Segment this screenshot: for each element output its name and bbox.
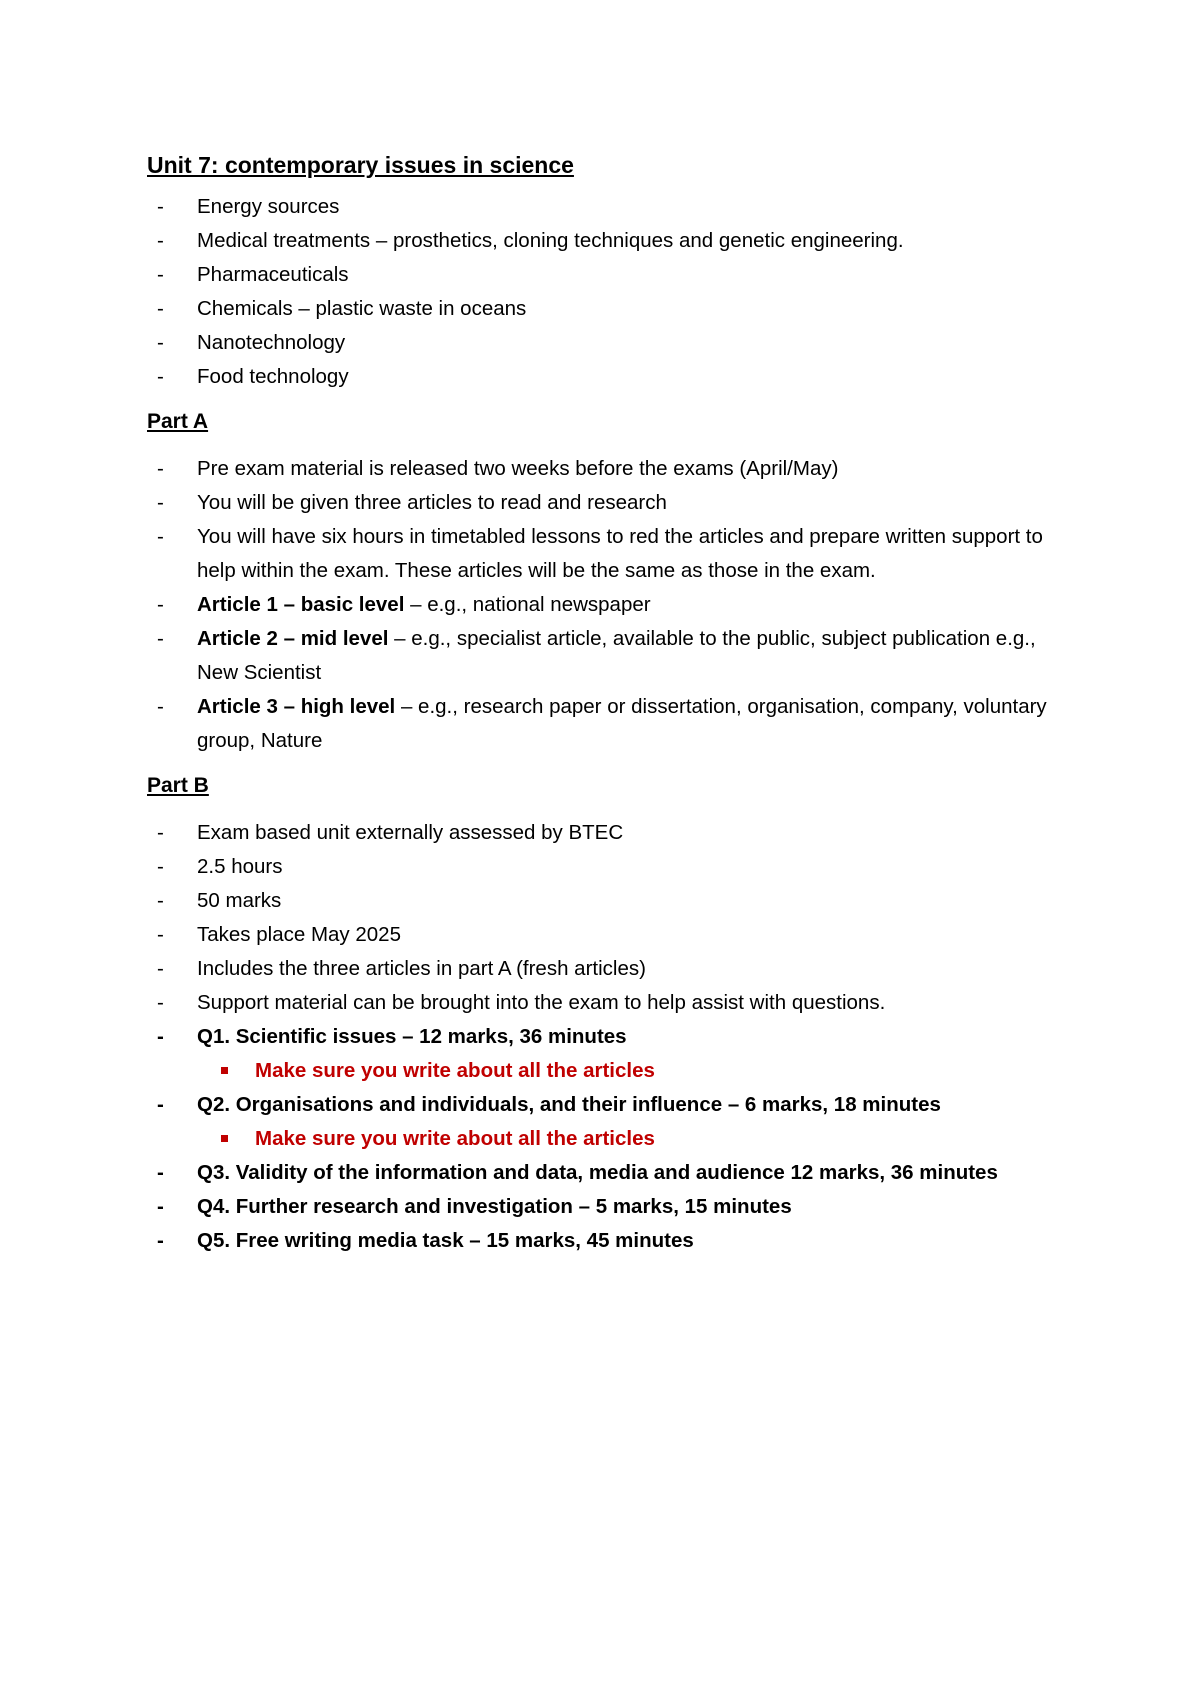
- dash-marker: -: [157, 457, 164, 480]
- list-item-text: Exam based unit externally assessed by BTEC: [197, 821, 624, 844]
- question-item: [147, 1020, 1077, 1088]
- list-item: [147, 292, 1077, 326]
- square-bullet-icon: [221, 1135, 228, 1142]
- list-item-text: You will have six hours in timetabled lessons to red the articles and prepare written support to help within the exam. These articles will be the same as those in the exam.: [197, 525, 1043, 582]
- list-item: [147, 360, 1077, 394]
- dash-marker: -: [157, 365, 164, 388]
- list-item: [147, 918, 1077, 952]
- question-text: Q4. Further research and investigation – 5 marks, 15 minutes: [197, 1195, 792, 1218]
- list-item: [147, 986, 1077, 1020]
- dash-marker: -: [157, 491, 164, 514]
- list-item-text: You will be given three articles to read and research: [197, 491, 667, 514]
- dash-marker: -: [157, 627, 164, 650]
- dash-marker: -: [157, 525, 164, 548]
- article-item: [147, 588, 1077, 622]
- part-a-list: [147, 452, 1077, 758]
- document-content: [147, 150, 1077, 1258]
- question-item: [147, 1156, 1077, 1190]
- topics-list: [147, 190, 1077, 394]
- list-item: [147, 952, 1077, 986]
- question-text: Q1. Scientific issues – 12 marks, 36 minutes: [197, 1025, 627, 1048]
- list-item-text: 2.5 hours: [197, 855, 283, 878]
- list-item-text: Pharmaceuticals: [197, 263, 349, 286]
- dash-marker: -: [157, 889, 164, 912]
- dash-marker: -: [157, 1025, 164, 1048]
- list-item: [147, 816, 1077, 850]
- article-description: – e.g., national newspaper: [404, 593, 651, 616]
- dash-marker: -: [157, 923, 164, 946]
- list-item-text: Energy sources: [197, 195, 340, 218]
- question-item: [147, 1224, 1077, 1258]
- list-item: [147, 224, 1077, 258]
- list-item: [147, 486, 1077, 520]
- list-item-text: Takes place May 2025: [197, 923, 401, 946]
- list-item: [147, 452, 1077, 486]
- list-item-text: Includes the three articles in part A (fresh articles): [197, 957, 646, 980]
- question-item: [147, 1088, 1077, 1156]
- list-item-text: Food technology: [197, 365, 349, 388]
- list-item-text: Chemicals – plastic waste in oceans: [197, 297, 527, 320]
- dash-marker: -: [157, 991, 164, 1014]
- part-a-heading: Part A: [147, 410, 209, 433]
- article-label: Article 1 – basic level: [197, 593, 405, 616]
- reminder-item: [147, 1122, 1077, 1156]
- article-label: Article 2 – mid level: [197, 627, 389, 650]
- dash-marker: -: [157, 1161, 164, 1184]
- reminder-text: Make sure you write about all the articles: [255, 1059, 655, 1082]
- question-text: Q2. Organisations and individuals, and their influence – 6 marks, 18 minutes: [197, 1093, 941, 1116]
- list-item: [147, 850, 1077, 884]
- dash-marker: -: [157, 593, 164, 616]
- article-label: Article 3 – high level: [197, 695, 396, 718]
- list-item-text: Support material can be brought into the exam to help assist with questions.: [197, 991, 886, 1014]
- article-item: [147, 690, 1077, 758]
- question-text: Q3. Validity of the information and data, media and audience 12 marks, 36 minutes: [197, 1161, 998, 1184]
- list-item: [147, 258, 1077, 292]
- reminder-item: [147, 1054, 1077, 1088]
- list-item-text: Nanotechnology: [197, 331, 346, 354]
- dash-marker: -: [157, 957, 164, 980]
- list-item-text: Pre exam material is released two weeks before the exams (April/May): [197, 457, 839, 480]
- part-b-heading: Part B: [147, 774, 209, 797]
- part-b-list: [147, 816, 1077, 1258]
- list-item: [147, 190, 1077, 224]
- dash-marker: -: [157, 297, 164, 320]
- list-item: [147, 884, 1077, 918]
- dash-marker: -: [157, 263, 164, 286]
- reminder-text: Make sure you write about all the articles: [255, 1127, 655, 1150]
- dash-marker: -: [157, 855, 164, 878]
- square-bullet-icon: [221, 1067, 228, 1074]
- article-description: – e.g., research paper or dissertation, organisation, company, voluntary group, Nature: [197, 695, 1047, 752]
- list-item: [147, 326, 1077, 360]
- page-title: Unit 7: contemporary issues in science: [147, 152, 574, 178]
- dash-marker: -: [157, 695, 164, 718]
- dash-marker: -: [157, 1195, 164, 1218]
- dash-marker: -: [157, 331, 164, 354]
- dash-marker: -: [157, 1229, 164, 1252]
- dash-marker: -: [157, 229, 164, 252]
- article-item: [147, 622, 1077, 690]
- dash-marker: -: [157, 821, 164, 844]
- question-text: Q5. Free writing media task – 15 marks, 45 minutes: [197, 1229, 694, 1252]
- article-description: – e.g., specialist article, available to the public, subject publication e.g., New Scientist: [197, 627, 1036, 684]
- list-item-text: Medical treatments – prosthetics, cloning techniques and genetic engineering.: [197, 229, 904, 252]
- list-item-text: 50 marks: [197, 889, 282, 912]
- dash-marker: -: [157, 195, 164, 218]
- dash-marker: -: [157, 1093, 164, 1116]
- question-item: [147, 1190, 1077, 1224]
- list-item: [147, 520, 1077, 588]
